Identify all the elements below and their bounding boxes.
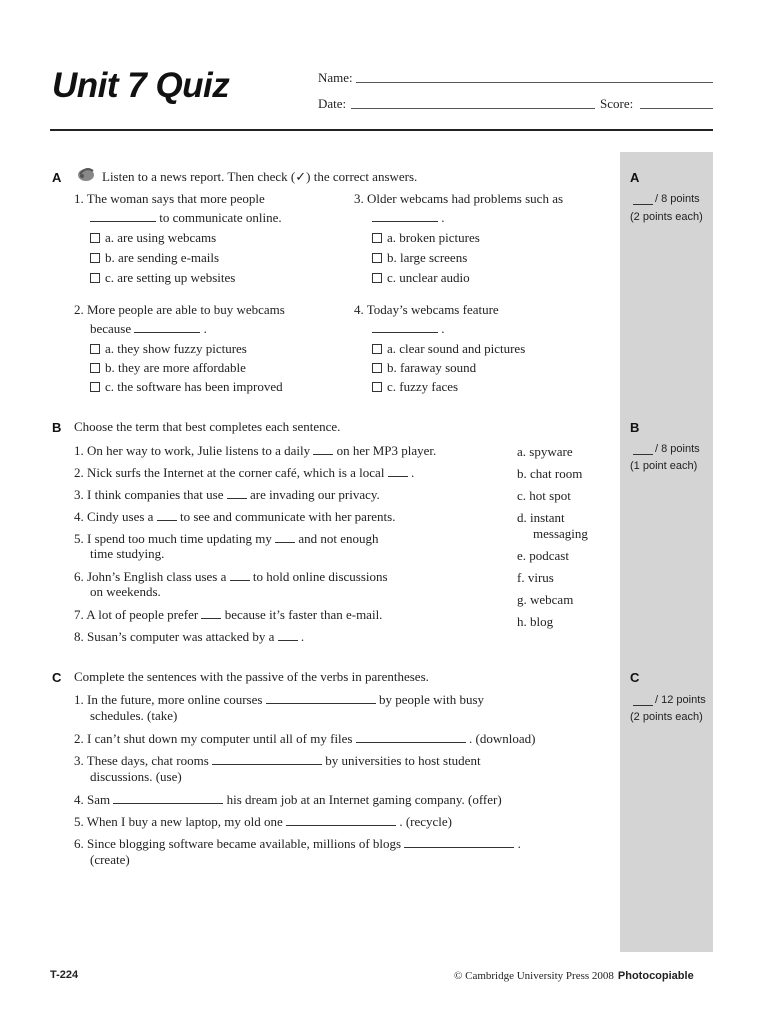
copyright-line xyxy=(454,970,694,982)
c-item-3-post: by universities to host student xyxy=(325,753,481,768)
sidebar-points-c xyxy=(633,694,706,706)
header-rule xyxy=(50,129,713,131)
b-item-8-post: . xyxy=(300,629,305,644)
checkbox[interactable] xyxy=(372,253,382,263)
c-item-3-pre: 3. These days, chat rooms xyxy=(74,753,209,768)
score-sidebar xyxy=(620,152,713,952)
answer-blank[interactable] xyxy=(230,569,250,581)
section-a-instruction: Listen to a news report. Then check (✓) the correct answers. xyxy=(102,169,418,184)
c-item-2-pre: 2. I can’t shut down my computer until all of my files xyxy=(74,731,353,746)
a-q2-stem2: because . xyxy=(90,321,207,336)
a-q4-option-a[interactable] xyxy=(372,341,525,357)
answer-blank[interactable] xyxy=(286,814,396,826)
checkbox[interactable] xyxy=(90,382,100,392)
a-q1-option-b[interactable] xyxy=(90,250,219,266)
option-label: b. large screens xyxy=(387,250,468,265)
b-item-2 xyxy=(74,465,414,481)
option-label: b. they are more affordable xyxy=(105,360,246,375)
a-q3-stem2: . xyxy=(372,210,445,226)
points-blank[interactable] xyxy=(633,443,653,455)
name-label: Name: xyxy=(318,70,353,85)
b-item-5-pre: 5. I spend too much time updating my xyxy=(74,531,272,546)
a-q4-stem2: . xyxy=(372,321,445,337)
c-item-5-pre: 5. When I buy a new laptop, my old one xyxy=(74,814,283,829)
sidebar-letter-c: C xyxy=(630,670,640,685)
b-item-3 xyxy=(74,487,380,503)
b-item-6 xyxy=(74,569,388,585)
name-line[interactable] xyxy=(356,82,713,83)
option-label: c. the software has been improved xyxy=(105,379,283,394)
points-a-text: / 8 points xyxy=(655,193,700,205)
b-item-7 xyxy=(74,607,382,623)
b-item-5 xyxy=(74,531,379,547)
c-item-3 xyxy=(74,753,481,769)
answer-blank[interactable] xyxy=(313,443,333,455)
c-item-2-post: . (download) xyxy=(469,731,536,746)
answer-blank[interactable] xyxy=(90,210,156,222)
c-item-3-line2: discussions. (use) xyxy=(90,769,182,784)
term-a: a. spyware xyxy=(517,444,573,459)
a-q4-option-c[interactable] xyxy=(372,379,458,395)
checkbox[interactable] xyxy=(90,363,100,373)
term-f: f. virus xyxy=(517,570,554,585)
term-c: c. hot spot xyxy=(517,488,571,503)
a-q1-option-a[interactable] xyxy=(90,230,216,246)
term-d-line2: messaging xyxy=(533,526,588,541)
b-item-8 xyxy=(74,629,304,645)
checkbox[interactable] xyxy=(90,253,100,263)
points-blank[interactable] xyxy=(633,193,653,205)
b-item-6-post: to hold online discussions xyxy=(252,569,388,584)
copyright-text: © Cambridge University Press 2008 xyxy=(454,970,614,982)
c-item-6-post: . xyxy=(517,836,521,851)
answer-blank[interactable] xyxy=(113,792,223,804)
section-c-letter: C xyxy=(52,670,62,685)
b-item-4-pre: 4. Cindy uses a xyxy=(74,509,154,524)
c-item-5-post: . (recycle) xyxy=(399,814,452,829)
c-item-1-post: by people with busy xyxy=(378,692,485,707)
score-label: Score: xyxy=(600,96,634,111)
a-q1-stem: 1. The woman says that more people xyxy=(74,191,265,206)
points-blank[interactable] xyxy=(633,694,653,706)
b-item-4 xyxy=(74,509,395,525)
b-item-5-post: and not enough xyxy=(298,531,379,546)
option-label: c. fuzzy faces xyxy=(387,379,459,394)
answer-blank[interactable] xyxy=(201,607,221,619)
c-item-4-post: his dream job at an Internet gaming company. (offer) xyxy=(226,792,502,807)
points-b-text: / 8 points xyxy=(655,443,700,455)
answer-blank[interactable] xyxy=(372,210,438,222)
b-item-6-line2: on weekends. xyxy=(90,584,161,599)
option-label: c. are setting up websites xyxy=(105,270,236,285)
section-c-instruction: Complete the sentences with the passive of the verbs in parentheses. xyxy=(74,669,429,684)
points-c-text: / 12 points xyxy=(655,694,706,706)
c-item-4-pre: 4. Sam xyxy=(74,792,111,807)
sidebar-points-a xyxy=(633,193,700,205)
option-label: b. faraway sound xyxy=(387,360,477,375)
a-q4-option-b[interactable] xyxy=(372,360,476,376)
page-number: T-224 xyxy=(50,969,79,981)
date-line[interactable] xyxy=(351,108,595,109)
c-item-1-line2: schedules. (take) xyxy=(90,708,178,723)
option-label: c. unclear audio xyxy=(387,270,470,285)
checkbox[interactable] xyxy=(90,233,100,243)
audio-icon xyxy=(76,166,96,184)
checkbox[interactable] xyxy=(372,273,382,283)
option-label: a. broken pictures xyxy=(387,230,480,245)
sidebar-points-b xyxy=(633,443,700,455)
answer-blank[interactable] xyxy=(388,465,408,477)
sidebar-note-b: (1 point each) xyxy=(630,460,698,472)
b-item-2-pre: 2. Nick surfs the Internet at the corner café, which is a local xyxy=(74,465,385,480)
b-item-1 xyxy=(74,443,436,459)
date-label: Date: xyxy=(318,96,347,111)
section-b-letter: B xyxy=(52,420,62,435)
sidebar-note-a: (2 points each) xyxy=(630,211,703,223)
answer-blank[interactable] xyxy=(157,509,177,521)
term-g: g. webcam xyxy=(517,592,574,607)
answer-blank[interactable] xyxy=(275,531,295,543)
a-q4-stem: 4. Today’s webcams feature xyxy=(354,302,499,317)
c-item-4 xyxy=(74,792,502,808)
a-q1-line2: to communicate online. xyxy=(159,210,282,225)
b-item-5-line2: time studying. xyxy=(90,546,165,561)
answer-blank[interactable] xyxy=(212,753,322,765)
checkbox[interactable] xyxy=(90,273,100,283)
term-h: h. blog xyxy=(517,614,554,629)
answer-blank[interactable] xyxy=(356,731,466,743)
a-q3-option-b[interactable] xyxy=(372,250,467,266)
score-line[interactable] xyxy=(640,108,713,109)
b-item-7-pre: 7. A lot of people prefer xyxy=(74,607,199,622)
b-item-6-pre: 6. John’s English class uses a xyxy=(74,569,227,584)
option-label: b. are sending e-mails xyxy=(105,250,220,265)
b-item-8-pre: 8. Susan’s computer was attacked by a xyxy=(74,629,275,644)
c-item-6-line2: (create) xyxy=(90,852,130,867)
c-item-5 xyxy=(74,814,452,830)
checkbox[interactable] xyxy=(372,344,382,354)
term-d: d. instant xyxy=(517,510,565,525)
answer-blank[interactable] xyxy=(134,321,200,333)
b-item-3-pre: 3. I think companies that use xyxy=(74,487,224,502)
a-q2-option-b[interactable] xyxy=(90,360,246,376)
a-q3-stem: 3. Older webcams had problems such as xyxy=(354,191,564,206)
option-label: a. clear sound and pictures xyxy=(387,341,526,356)
sidebar-letter-a: A xyxy=(630,170,640,185)
c-item-1 xyxy=(74,692,484,708)
a-q1-option-c[interactable] xyxy=(90,270,235,286)
section-a-letter: A xyxy=(52,170,62,185)
page-title: Unit 7 Quiz xyxy=(52,66,230,105)
section-b-instruction: Choose the term that best completes each sentence. xyxy=(74,419,341,434)
a-q2-stem: 2. More people are able to buy webcams xyxy=(74,302,285,317)
answer-blank[interactable] xyxy=(372,321,438,333)
b-item-4-post: to see and communicate with her parents. xyxy=(179,509,396,524)
c-item-6-pre: 6. Since blogging software became available, millions of blogs xyxy=(74,836,402,851)
a-q2-option-c[interactable] xyxy=(90,379,283,395)
a-q3-option-a[interactable] xyxy=(372,230,480,246)
b-item-2-post: . xyxy=(410,465,415,480)
answer-blank[interactable] xyxy=(227,487,247,499)
term-e: e. podcast xyxy=(517,548,569,563)
c-item-1-pre: 1. In the future, more online courses xyxy=(74,692,263,707)
a-q2-option-a[interactable] xyxy=(90,341,247,357)
option-label: a. they show fuzzy pictures xyxy=(105,341,247,356)
sidebar-letter-b: B xyxy=(630,420,640,435)
a-q2-line2: because xyxy=(90,321,132,336)
checkbox[interactable] xyxy=(90,344,100,354)
sidebar-note-c: (2 points each) xyxy=(630,711,703,723)
option-label: a. are using webcams xyxy=(105,230,217,245)
b-item-3-post: are invading our privacy. xyxy=(249,487,380,502)
b-item-1-post: on her MP3 player. xyxy=(336,443,437,458)
answer-blank[interactable] xyxy=(404,836,514,848)
a-q1-stem2 xyxy=(90,210,282,226)
checkbox[interactable] xyxy=(372,233,382,243)
b-item-7-post: because it’s faster than e-mail. xyxy=(224,607,383,622)
checkbox[interactable] xyxy=(372,382,382,392)
b-item-1-pre: 1. On her way to work, Julie listens to a daily xyxy=(74,443,311,458)
term-b: b. chat room xyxy=(517,466,583,481)
checkbox[interactable] xyxy=(372,363,382,373)
c-item-2 xyxy=(74,731,535,747)
a-q3-option-c[interactable] xyxy=(372,270,470,286)
photocopiable-label: Photocopiable xyxy=(617,970,694,982)
answer-blank[interactable] xyxy=(278,629,298,641)
c-item-6 xyxy=(74,836,521,852)
answer-blank[interactable] xyxy=(266,692,376,704)
